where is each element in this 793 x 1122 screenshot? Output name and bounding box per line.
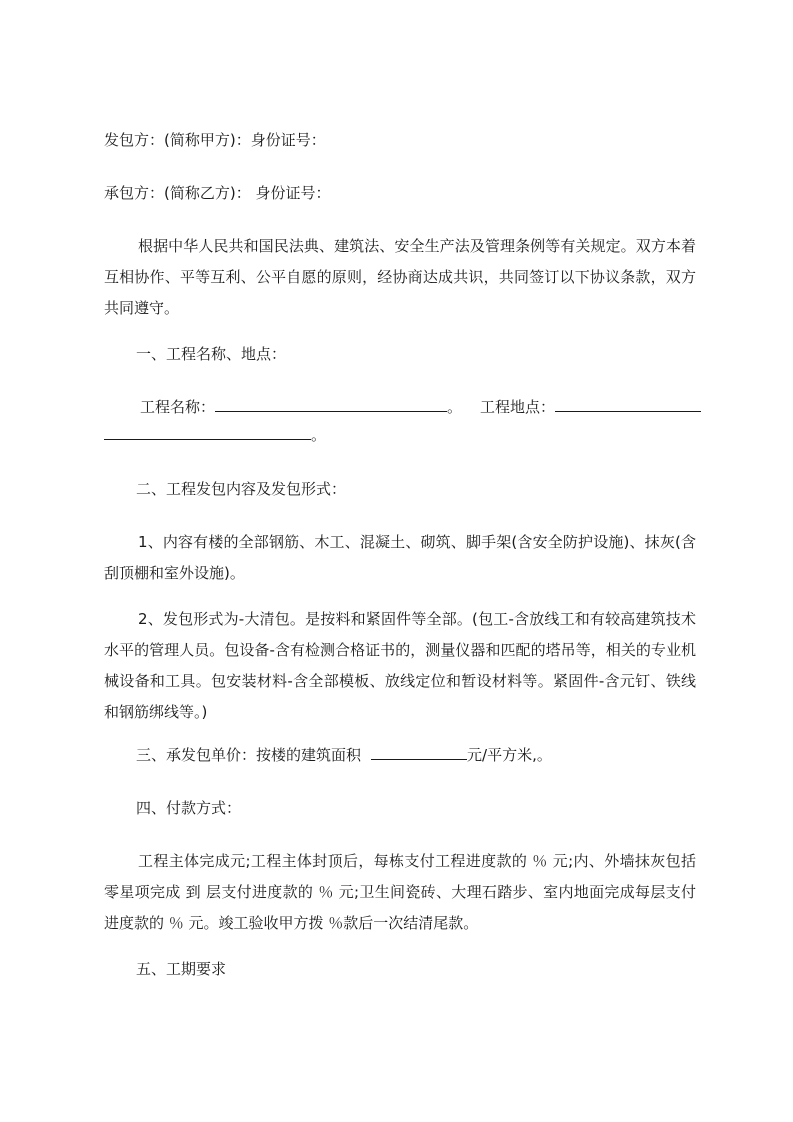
- section-3-line: [136, 740, 728, 771]
- party-a-line: 发包方：(简称甲方)：身份证号：: [104, 131, 326, 149]
- section-4-heading: 四、付款方式：: [136, 799, 242, 817]
- project-location-blank-continued: [104, 423, 311, 440]
- section-2-item-2: 2、发包形式为-大清包。是按料和紧固件等全部。(包工-含放线工和有较高建筑技术水平的管理人员。包设备-含有检测合格证书的，测量仪器和匹配的塔吊等，相关的专业机械设备和工具。包安装材料-含全部模板、放线定位和暂设材料等。紧固件-含元钉、铁线和钢筋绑线等。): [104, 610, 696, 721]
- project-name-location-line: [140, 392, 732, 423]
- preamble-paragraph: 根据中华人民共和国民法典、建筑法、安全生产法及管理条例等有关规定。双方本着互相协作、平等互利、公平自愿的原则，经协商达成共识，共同签订以下协议条款，双方共同遵守。: [104, 237, 696, 317]
- section-2-item-1: 1、内容有楼的全部钢筋、木工、混凝土、砌筑、脚手架(含安全防护设施)、抹灰(含刮顶棚和室外设施)。: [104, 533, 696, 582]
- project-name-label: 工程名称：: [140, 398, 216, 416]
- project-name-blank: [215, 395, 447, 412]
- project-location-continuation: [104, 420, 696, 451]
- period-mark: 。: [447, 398, 463, 416]
- section-1-heading: 一、工程名称、地点：: [136, 345, 287, 363]
- section-2-heading: 二、工程发包内容及发包形式：: [136, 480, 347, 498]
- section-5-heading: 五、工期要求: [136, 960, 227, 978]
- period-mark-2: 。: [311, 426, 327, 444]
- unit-price-blank: [371, 743, 467, 760]
- party-b-line: 承包方：(简称乙方)： 身份证号：: [104, 184, 331, 202]
- project-location-label: 工程地点：: [480, 398, 556, 416]
- project-location-blank: [555, 395, 701, 412]
- section-3-label: 三、承发包单价：按楼的建筑面积: [136, 746, 362, 764]
- section-3-unit: 元/平方米,。: [467, 746, 552, 764]
- section-4-payment-text: 工程主体完成元;工程主体封顶后，每栋支付工程进度款的 ％ 元;内、外墙抹灰包括零星项完成 到 层支付进度款的 ％ 元;卫生间瓷砖、大理石踏步、室内地面完成每层支付进度款的 ％ 元。竣工验收甲方拨 ％款后一次结清尾款。: [104, 852, 696, 932]
